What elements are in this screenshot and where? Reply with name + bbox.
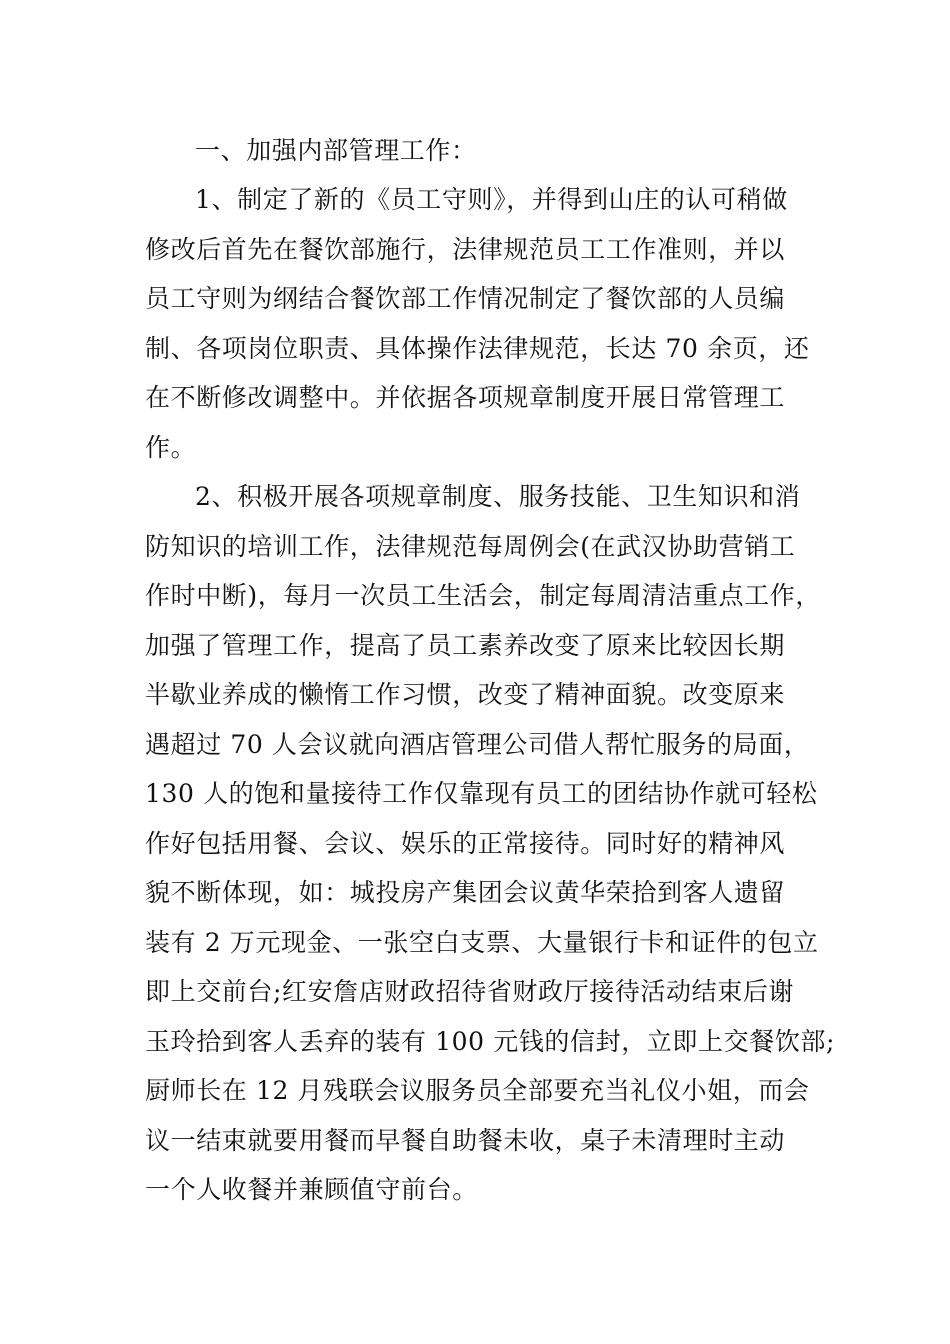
text-line: 1、制定了新的《员工守则》，并得到山庄的认可稍做 — [195, 185, 788, 214]
text-line: 一个人收餐并兼顾值守前台。 — [145, 1175, 478, 1204]
text-line: 加强了管理工作，提高了员工素养改变了原来比较因长期 — [145, 631, 786, 660]
text-line: 装有 2 万元现金、一张空白支票、大量银行卡和证件的包立 — [145, 928, 819, 957]
text-line: 厨师长在 12 月残联会议服务员全部要充当礼仪小姐，而会 — [145, 1076, 810, 1105]
text-line: 员工守则为纲结合餐饮部工作情况制定了餐饮部的人员编 — [145, 284, 786, 313]
text-line: 玉玲拾到客人丢弃的装有 100 元钱的信封，立即上交餐饮部; — [145, 1027, 836, 1056]
text-line: 即上交前台;红安詹店财政招待省财政厅接待活动结束后谢 — [145, 977, 795, 1006]
text-line: 作好包括用餐、会议、娱乐的正常接待。同时好的精神风 — [145, 829, 786, 858]
text-line: 议一结束就要用餐而早餐自助餐未收，桌子未清理时主动 — [145, 1126, 786, 1155]
text-line: 修改后首先在餐饮部施行，法律规范员工工作准则，并以 — [145, 235, 786, 264]
text-line: 130 人的饱和量接待工作仅靠现有员工的团结协作就可轻松 — [145, 779, 818, 808]
text-line: 在不断修改调整中。并依据各项规章制度开展日常管理工 — [145, 383, 786, 412]
text-line: 遇超过 70 人会议就向酒店管理公司借人帮忙服务的局面， — [145, 730, 810, 759]
text-line: 作时中断)，每月一次员工生活会，制定每周清洁重点工作， — [145, 581, 821, 610]
text-line: 制、各项岗位职责、具体操作法律规范，长达 70 余页，还 — [145, 334, 810, 363]
section-heading: 一、加强内部管理工作： — [195, 136, 477, 165]
text-line: 防知识的培训工作，法律规范每周例会(在武汉协助营销工 — [145, 532, 796, 561]
text-line: 貌不断体现，如：城投房产集团会议黄华荣拾到客人遗留 — [145, 878, 786, 907]
text-line: 半歇业养成的懒惰工作习惯，改变了精神面貌。改变原来 — [145, 680, 786, 709]
text-line: 作。 — [145, 433, 197, 462]
text-line: 2、积极开展各项规章制度、服务技能、卫生知识和消 — [195, 482, 801, 511]
